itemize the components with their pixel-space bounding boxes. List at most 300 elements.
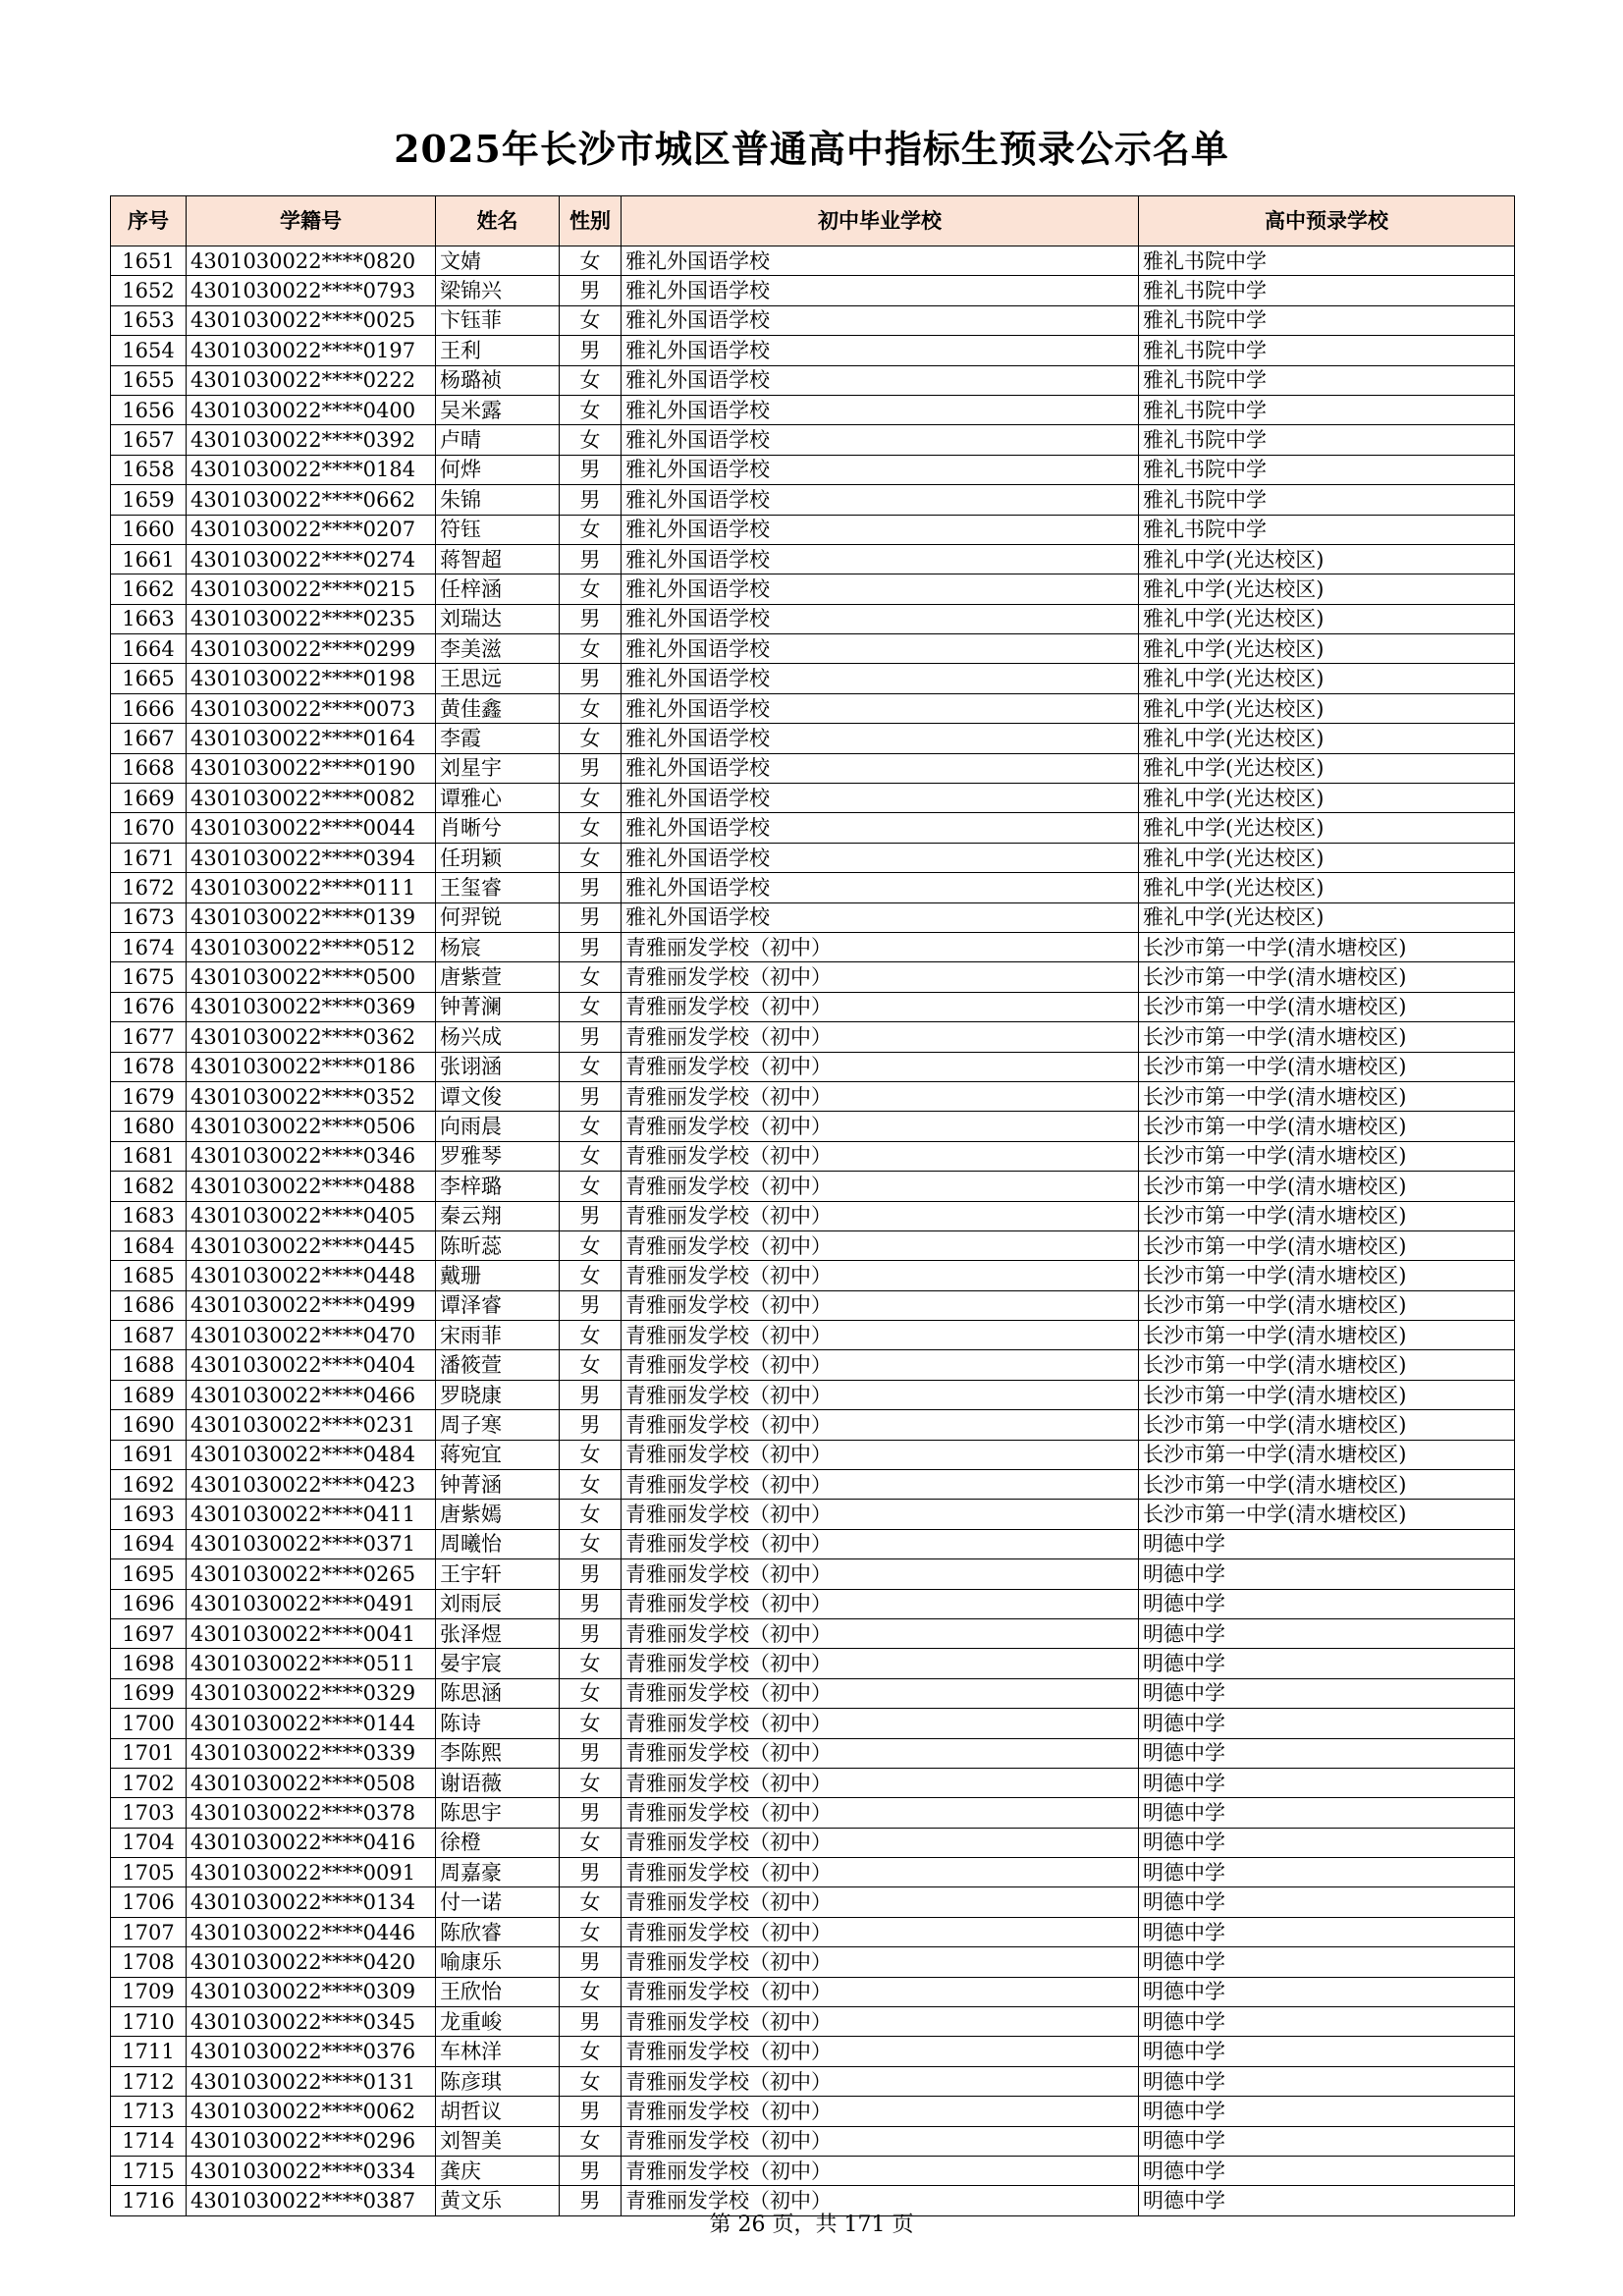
cell-junior-school: 青雅丽发学校（初中） — [622, 2037, 1139, 2066]
cell-gender: 女 — [560, 1917, 622, 1946]
cell-student-id: 4301030022****0215 — [187, 574, 436, 604]
cell-name: 陈诗 — [436, 1709, 560, 1738]
cell-seq: 1709 — [111, 1977, 187, 2006]
cell-gender: 女 — [560, 693, 622, 723]
table-header — [111, 196, 1515, 246]
cell-seq: 1679 — [111, 1081, 187, 1111]
cell-junior-school: 雅礼外国语学校 — [622, 246, 1139, 276]
cell-gender: 女 — [560, 1768, 622, 1797]
cell-seq: 1716 — [111, 2186, 187, 2215]
table-row — [111, 932, 1515, 961]
cell-seq: 1703 — [111, 1798, 187, 1828]
cell-name: 王思远 — [436, 664, 560, 693]
cell-name: 杨宸 — [436, 932, 560, 961]
table-row — [111, 1649, 1515, 1678]
cell-name: 罗晓康 — [436, 1380, 560, 1409]
cell-junior-school: 雅礼外国语学校 — [622, 515, 1139, 544]
table-row — [111, 2157, 1515, 2186]
cell-student-id: 4301030022****0139 — [187, 902, 436, 932]
cell-name: 唐紫萱 — [436, 962, 560, 992]
cell-student-id: 4301030022****0329 — [187, 1678, 436, 1708]
cell-senior-school: 雅礼中学(光达校区) — [1139, 813, 1515, 843]
cell-seq: 1696 — [111, 1589, 187, 1618]
cell-student-id: 4301030022****0404 — [187, 1350, 436, 1380]
cell-gender: 男 — [560, 1618, 622, 1648]
cell-student-id: 4301030022****0376 — [187, 2037, 436, 2066]
column-header-senior-school: 高中预录学校 — [1139, 196, 1515, 246]
cell-name: 罗雅琴 — [436, 1141, 560, 1171]
cell-junior-school: 青雅丽发学校（初中） — [622, 1947, 1139, 1977]
cell-junior-school: 雅礼外国语学校 — [622, 365, 1139, 395]
cell-gender: 女 — [560, 305, 622, 335]
cell-junior-school: 青雅丽发学校（初中） — [622, 1022, 1139, 1052]
cell-junior-school: 青雅丽发学校（初中） — [622, 1081, 1139, 1111]
cell-seq: 1702 — [111, 1768, 187, 1797]
cell-name: 龙重峻 — [436, 2007, 560, 2037]
cell-seq: 1662 — [111, 574, 187, 604]
cell-name: 肖晰兮 — [436, 813, 560, 843]
cell-senior-school: 雅礼中学(光达校区) — [1139, 693, 1515, 723]
cell-student-id: 4301030022****0198 — [187, 664, 436, 693]
cell-student-id: 4301030022****0207 — [187, 515, 436, 544]
cell-junior-school: 青雅丽发学校（初中） — [622, 2126, 1139, 2156]
cell-gender: 男 — [560, 276, 622, 305]
cell-junior-school: 青雅丽发学校（初中） — [622, 1798, 1139, 1828]
cell-gender: 男 — [560, 1858, 622, 1887]
table-row — [111, 574, 1515, 604]
cell-junior-school: 青雅丽发学校（初中） — [622, 1589, 1139, 1618]
cell-seq: 1695 — [111, 1559, 187, 1589]
cell-seq: 1678 — [111, 1052, 187, 1081]
cell-name: 王利 — [436, 336, 560, 365]
cell-student-id: 4301030022****0091 — [187, 1858, 436, 1887]
cell-senior-school: 雅礼中学(光达校区) — [1139, 604, 1515, 633]
cell-name: 李陈熙 — [436, 1738, 560, 1768]
cell-seq: 1671 — [111, 843, 187, 872]
cell-junior-school: 青雅丽发学校（初中） — [622, 2157, 1139, 2186]
cell-junior-school: 雅礼外国语学校 — [622, 664, 1139, 693]
cell-student-id: 4301030022****0511 — [187, 1649, 436, 1678]
cell-senior-school: 长沙市第一中学(清水塘校区) — [1139, 962, 1515, 992]
cell-junior-school: 雅礼外国语学校 — [622, 753, 1139, 783]
cell-senior-school: 雅礼书院中学 — [1139, 365, 1515, 395]
cell-name: 黄佳鑫 — [436, 693, 560, 723]
cell-name: 杨兴成 — [436, 1022, 560, 1052]
cell-seq: 1706 — [111, 1887, 187, 1917]
table-row — [111, 1858, 1515, 1887]
cell-junior-school: 青雅丽发学校（初中） — [622, 1172, 1139, 1201]
table-row — [111, 455, 1515, 484]
cell-seq: 1714 — [111, 2126, 187, 2156]
cell-student-id: 4301030022****0446 — [187, 1917, 436, 1946]
cell-senior-school: 雅礼中学(光达校区) — [1139, 902, 1515, 932]
cell-gender: 女 — [560, 2066, 622, 2096]
table-row — [111, 1678, 1515, 1708]
cell-student-id: 4301030022****0111 — [187, 873, 436, 902]
cell-seq: 1658 — [111, 455, 187, 484]
cell-gender: 男 — [560, 2157, 622, 2186]
cell-senior-school: 雅礼书院中学 — [1139, 425, 1515, 455]
cell-junior-school: 青雅丽发学校（初中） — [622, 1052, 1139, 1081]
cell-junior-school: 青雅丽发学校（初中） — [622, 1141, 1139, 1171]
cell-student-id: 4301030022****0416 — [187, 1828, 436, 1857]
cell-gender: 男 — [560, 1081, 622, 1111]
table-row — [111, 962, 1515, 992]
cell-gender: 女 — [560, 784, 622, 813]
cell-senior-school: 雅礼中学(光达校区) — [1139, 873, 1515, 902]
cell-senior-school: 雅礼中学(光达校区) — [1139, 544, 1515, 574]
cell-senior-school: 明德中学 — [1139, 2157, 1515, 2186]
cell-student-id: 4301030022****0411 — [187, 1500, 436, 1529]
cell-seq: 1667 — [111, 724, 187, 753]
table-row — [111, 992, 1515, 1021]
cell-gender: 女 — [560, 425, 622, 455]
cell-student-id: 4301030022****0369 — [187, 992, 436, 1021]
cell-name: 谭文俊 — [436, 1081, 560, 1111]
cell-seq: 1688 — [111, 1350, 187, 1380]
cell-name: 陈昕蕊 — [436, 1230, 560, 1260]
cell-gender: 男 — [560, 1738, 622, 1768]
cell-seq: 1697 — [111, 1618, 187, 1648]
cell-seq: 1689 — [111, 1380, 187, 1409]
cell-name: 车林洋 — [436, 2037, 560, 2066]
cell-gender: 女 — [560, 1500, 622, 1529]
cell-seq: 1652 — [111, 276, 187, 305]
table-row — [111, 1052, 1515, 1081]
cell-gender: 女 — [560, 1141, 622, 1171]
cell-junior-school: 雅礼外国语学校 — [622, 634, 1139, 664]
cell-senior-school: 明德中学 — [1139, 1768, 1515, 1797]
table-row — [111, 544, 1515, 574]
cell-student-id: 4301030022****0371 — [187, 1529, 436, 1558]
cell-gender: 女 — [560, 2126, 622, 2156]
cell-seq: 1711 — [111, 2037, 187, 2066]
table-row — [111, 1589, 1515, 1618]
table-row — [111, 1529, 1515, 1558]
cell-student-id: 4301030022****0405 — [187, 1201, 436, 1230]
cell-gender: 女 — [560, 634, 622, 664]
table-row — [111, 1470, 1515, 1500]
table-row — [111, 2066, 1515, 2096]
cell-gender: 男 — [560, 1201, 622, 1230]
cell-junior-school: 青雅丽发学校（初中） — [622, 1977, 1139, 2006]
cell-name: 谭泽睿 — [436, 1290, 560, 1320]
cell-student-id: 4301030022****0387 — [187, 2186, 436, 2215]
table-row — [111, 1618, 1515, 1648]
cell-name: 任梓涵 — [436, 574, 560, 604]
cell-senior-school: 雅礼书院中学 — [1139, 305, 1515, 335]
cell-junior-school: 青雅丽发学校（初中） — [622, 1887, 1139, 1917]
cell-seq: 1657 — [111, 425, 187, 455]
cell-gender: 男 — [560, 1290, 622, 1320]
column-header-student-id: 学籍号 — [187, 196, 436, 246]
cell-junior-school: 青雅丽发学校（初中） — [622, 2186, 1139, 2215]
cell-junior-school: 青雅丽发学校（初中） — [622, 1470, 1139, 1500]
cell-name: 卞钰菲 — [436, 305, 560, 335]
cell-senior-school: 雅礼中学(光达校区) — [1139, 784, 1515, 813]
cell-name: 蒋智超 — [436, 544, 560, 574]
cell-name: 周子寒 — [436, 1410, 560, 1440]
cell-student-id: 4301030022****0265 — [187, 1559, 436, 1589]
cell-senior-school: 雅礼书院中学 — [1139, 276, 1515, 305]
cell-gender: 女 — [560, 246, 622, 276]
cell-seq: 1653 — [111, 305, 187, 335]
table-row — [111, 784, 1515, 813]
cell-junior-school: 青雅丽发学校（初中） — [622, 1529, 1139, 1558]
cell-senior-school: 明德中学 — [1139, 1559, 1515, 1589]
table-body — [111, 246, 1515, 2216]
cell-junior-school: 青雅丽发学校（初中） — [622, 1709, 1139, 1738]
table-row — [111, 2007, 1515, 2037]
cell-seq: 1686 — [111, 1290, 187, 1320]
cell-name: 宋雨菲 — [436, 1321, 560, 1350]
cell-gender: 女 — [560, 515, 622, 544]
table-row — [111, 246, 1515, 276]
cell-name: 梁锦兴 — [436, 276, 560, 305]
cell-senior-school: 长沙市第一中学(清水塘校区) — [1139, 1470, 1515, 1500]
cell-seq: 1694 — [111, 1529, 187, 1558]
cell-senior-school: 长沙市第一中学(清水塘校区) — [1139, 1261, 1515, 1290]
cell-name: 黄文乐 — [436, 2186, 560, 2215]
cell-name: 何羿锐 — [436, 902, 560, 932]
cell-senior-school: 长沙市第一中学(清水塘校区) — [1139, 1052, 1515, 1081]
cell-junior-school: 青雅丽发学校（初中） — [622, 1321, 1139, 1350]
cell-seq: 1692 — [111, 1470, 187, 1500]
cell-student-id: 4301030022****0508 — [187, 1768, 436, 1797]
table-row — [111, 604, 1515, 633]
cell-junior-school: 雅礼外国语学校 — [622, 813, 1139, 843]
cell-gender: 女 — [560, 1529, 622, 1558]
cell-senior-school: 雅礼书院中学 — [1139, 336, 1515, 365]
cell-junior-school: 青雅丽发学校（初中） — [622, 1500, 1139, 1529]
cell-name: 陈彦琪 — [436, 2066, 560, 2096]
cell-gender: 女 — [560, 992, 622, 1021]
table-row — [111, 1172, 1515, 1201]
cell-seq: 1710 — [111, 2007, 187, 2037]
table-row — [111, 1768, 1515, 1797]
cell-name: 谢语薇 — [436, 1768, 560, 1797]
cell-student-id: 4301030022****0499 — [187, 1290, 436, 1320]
table-row — [111, 1977, 1515, 2006]
cell-senior-school: 明德中学 — [1139, 2066, 1515, 2096]
cell-junior-school: 青雅丽发学校（初中） — [622, 932, 1139, 961]
cell-name: 任玥颖 — [436, 843, 560, 872]
cell-senior-school: 长沙市第一中学(清水塘校区) — [1139, 1500, 1515, 1529]
cell-name: 向雨晨 — [436, 1112, 560, 1141]
cell-seq: 1670 — [111, 813, 187, 843]
header-row — [111, 196, 1515, 246]
cell-name: 王欣怡 — [436, 1977, 560, 2006]
cell-student-id: 4301030022****0339 — [187, 1738, 436, 1768]
cell-junior-school: 青雅丽发学校（初中） — [622, 1649, 1139, 1678]
cell-senior-school: 明德中学 — [1139, 2186, 1515, 2215]
cell-name: 付一诺 — [436, 1887, 560, 1917]
cell-seq: 1691 — [111, 1440, 187, 1469]
cell-student-id: 4301030022****0362 — [187, 1022, 436, 1052]
cell-student-id: 4301030022****0445 — [187, 1230, 436, 1260]
cell-senior-school: 雅礼书院中学 — [1139, 455, 1515, 484]
table-row — [111, 1738, 1515, 1768]
cell-senior-school: 明德中学 — [1139, 1977, 1515, 2006]
cell-junior-school: 青雅丽发学校（初中） — [622, 1738, 1139, 1768]
cell-student-id: 4301030022****0392 — [187, 425, 436, 455]
table-row — [111, 843, 1515, 872]
cell-senior-school: 雅礼书院中学 — [1139, 515, 1515, 544]
cell-name: 刘瑞达 — [436, 604, 560, 633]
cell-gender: 男 — [560, 1947, 622, 1977]
table-row — [111, 1887, 1515, 1917]
cell-gender: 男 — [560, 604, 622, 633]
cell-junior-school: 雅礼外国语学校 — [622, 873, 1139, 902]
cell-senior-school: 雅礼书院中学 — [1139, 395, 1515, 424]
table-row — [111, 634, 1515, 664]
cell-senior-school: 明德中学 — [1139, 2126, 1515, 2156]
cell-junior-school: 雅礼外国语学校 — [622, 425, 1139, 455]
cell-senior-school: 长沙市第一中学(清水塘校区) — [1139, 1350, 1515, 1380]
cell-name: 喻康乐 — [436, 1947, 560, 1977]
cell-name: 朱锦 — [436, 485, 560, 515]
cell-senior-school: 明德中学 — [1139, 1858, 1515, 1887]
cell-seq: 1669 — [111, 784, 187, 813]
cell-seq: 1681 — [111, 1141, 187, 1171]
table-row — [111, 1230, 1515, 1260]
cell-junior-school: 雅礼外国语学校 — [622, 724, 1139, 753]
cell-senior-school: 长沙市第一中学(清水塘校区) — [1139, 1022, 1515, 1052]
cell-junior-school: 青雅丽发学校（初中） — [622, 1768, 1139, 1797]
cell-senior-school: 明德中学 — [1139, 1709, 1515, 1738]
table-row — [111, 1917, 1515, 1946]
table-row — [111, 365, 1515, 395]
cell-gender: 男 — [560, 753, 622, 783]
cell-gender: 女 — [560, 574, 622, 604]
cell-senior-school: 明德中学 — [1139, 1798, 1515, 1828]
cell-student-id: 4301030022****0662 — [187, 485, 436, 515]
cell-student-id: 4301030022****0231 — [187, 1410, 436, 1440]
cell-junior-school: 雅礼外国语学校 — [622, 305, 1139, 335]
cell-name: 钟菁涵 — [436, 1470, 560, 1500]
cell-name: 周嘉豪 — [436, 1858, 560, 1887]
cell-seq: 1661 — [111, 544, 187, 574]
cell-senior-school: 明德中学 — [1139, 1589, 1515, 1618]
cell-junior-school: 青雅丽发学校（初中） — [622, 1112, 1139, 1141]
cell-seq: 1660 — [111, 515, 187, 544]
cell-gender: 男 — [560, 1410, 622, 1440]
cell-student-id: 4301030022****0512 — [187, 932, 436, 961]
cell-senior-school: 长沙市第一中学(清水塘校区) — [1139, 1410, 1515, 1440]
cell-name: 杨璐祯 — [436, 365, 560, 395]
table-row — [111, 873, 1515, 902]
cell-name: 陈欣睿 — [436, 1917, 560, 1946]
cell-senior-school: 长沙市第一中学(清水塘校区) — [1139, 1230, 1515, 1260]
cell-name: 王玺睿 — [436, 873, 560, 902]
cell-student-id: 4301030022****0346 — [187, 1141, 436, 1171]
column-header-seq: 序号 — [111, 196, 187, 246]
table-row — [111, 1440, 1515, 1469]
cell-gender: 女 — [560, 1709, 622, 1738]
cell-junior-school: 青雅丽发学校（初中） — [622, 1380, 1139, 1409]
cell-junior-school: 雅礼外国语学校 — [622, 604, 1139, 633]
cell-gender: 女 — [560, 962, 622, 992]
cell-name: 周曦怡 — [436, 1529, 560, 1558]
cell-senior-school: 雅礼中学(光达校区) — [1139, 634, 1515, 664]
cell-seq: 1701 — [111, 1738, 187, 1768]
cell-gender: 女 — [560, 1828, 622, 1857]
cell-student-id: 4301030022****0420 — [187, 1947, 436, 1977]
cell-seq: 1685 — [111, 1261, 187, 1290]
cell-gender: 男 — [560, 485, 622, 515]
cell-name: 陈思涵 — [436, 1678, 560, 1708]
cell-senior-school: 雅礼中学(光达校区) — [1139, 753, 1515, 783]
page-footer: 第 26 页，共 171 页 — [709, 2213, 914, 2237]
cell-gender: 男 — [560, 1798, 622, 1828]
cell-junior-school: 雅礼外国语学校 — [622, 395, 1139, 424]
cell-junior-school: 雅礼外国语学校 — [622, 276, 1139, 305]
cell-student-id: 4301030022****0296 — [187, 2126, 436, 2156]
cell-student-id: 4301030022****0041 — [187, 1618, 436, 1648]
cell-senior-school: 雅礼中学(光达校区) — [1139, 574, 1515, 604]
column-header-junior-school: 初中毕业学校 — [622, 196, 1139, 246]
cell-seq: 1675 — [111, 962, 187, 992]
cell-student-id: 4301030022****0334 — [187, 2157, 436, 2186]
cell-senior-school: 雅礼中学(光达校区) — [1139, 724, 1515, 753]
cell-name: 徐橙 — [436, 1828, 560, 1857]
cell-student-id: 4301030022****0299 — [187, 634, 436, 664]
cell-junior-school: 雅礼外国语学校 — [622, 843, 1139, 872]
cell-student-id: 4301030022****0184 — [187, 455, 436, 484]
table-row — [111, 1321, 1515, 1350]
cell-student-id: 4301030022****0235 — [187, 604, 436, 633]
roster-table — [110, 195, 1515, 2216]
cell-student-id: 4301030022****0491 — [187, 1589, 436, 1618]
cell-name: 晏宇宸 — [436, 1649, 560, 1678]
cell-student-id: 4301030022****0274 — [187, 544, 436, 574]
cell-gender: 男 — [560, 2186, 622, 2215]
cell-senior-school: 明德中学 — [1139, 1917, 1515, 1946]
cell-seq: 1677 — [111, 1022, 187, 1052]
cell-seq: 1683 — [111, 1201, 187, 1230]
table-row — [111, 1798, 1515, 1828]
column-header-gender: 性别 — [560, 196, 622, 246]
cell-seq: 1665 — [111, 664, 187, 693]
cell-senior-school: 明德中学 — [1139, 2097, 1515, 2126]
cell-gender: 男 — [560, 1559, 622, 1589]
cell-name: 钟菁澜 — [436, 992, 560, 1021]
cell-name: 刘雨辰 — [436, 1589, 560, 1618]
cell-gender: 女 — [560, 843, 622, 872]
cell-senior-school: 长沙市第一中学(清水塘校区) — [1139, 932, 1515, 961]
table-row — [111, 1709, 1515, 1738]
cell-junior-school: 青雅丽发学校（初中） — [622, 1917, 1139, 1946]
cell-gender: 女 — [560, 1887, 622, 1917]
cell-senior-school: 雅礼书院中学 — [1139, 485, 1515, 515]
cell-seq: 1651 — [111, 246, 187, 276]
table-row — [111, 1410, 1515, 1440]
cell-junior-school: 青雅丽发学校（初中） — [622, 1290, 1139, 1320]
cell-junior-school: 雅礼外国语学校 — [622, 485, 1139, 515]
cell-seq: 1713 — [111, 2097, 187, 2126]
cell-gender: 女 — [560, 1977, 622, 2006]
table-row — [111, 902, 1515, 932]
cell-name: 李美滋 — [436, 634, 560, 664]
cell-gender: 女 — [560, 1649, 622, 1678]
cell-student-id: 4301030022****0222 — [187, 365, 436, 395]
cell-junior-school: 雅礼外国语学校 — [622, 902, 1139, 932]
cell-gender: 女 — [560, 813, 622, 843]
cell-student-id: 4301030022****0500 — [187, 962, 436, 992]
cell-junior-school: 雅礼外国语学校 — [622, 574, 1139, 604]
table-row — [111, 1559, 1515, 1589]
cell-name: 文婧 — [436, 246, 560, 276]
